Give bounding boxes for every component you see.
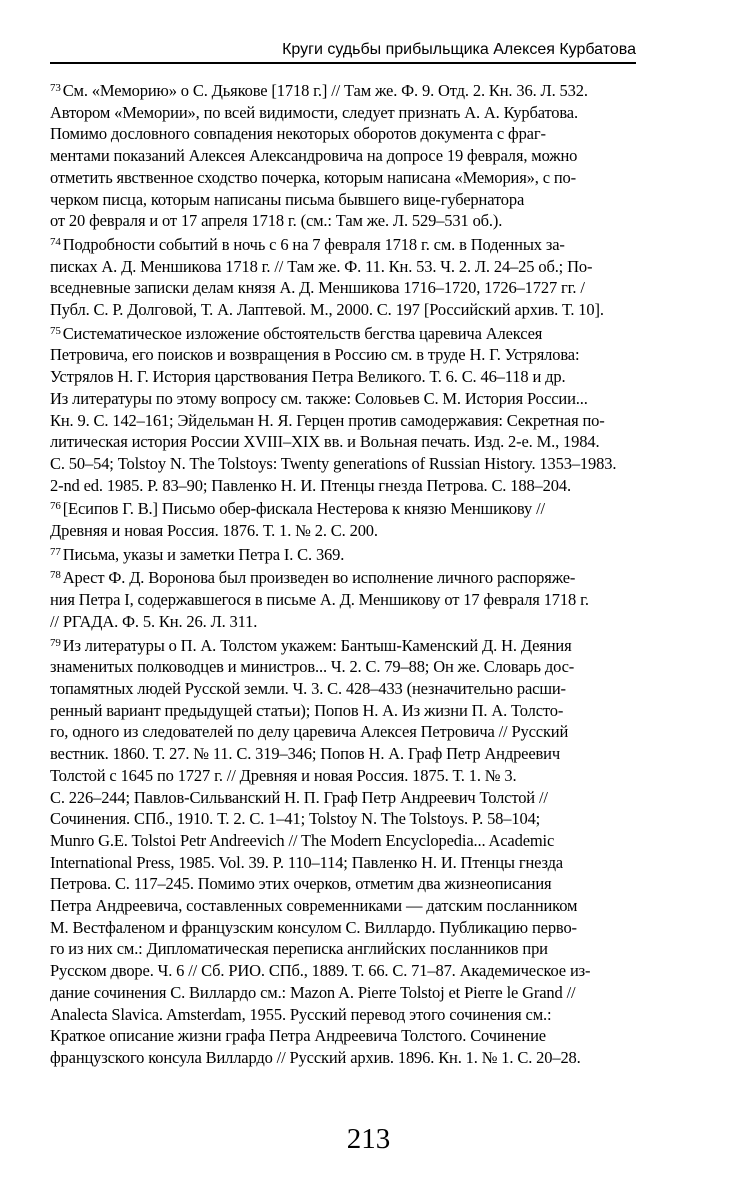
footnote	[50, 496, 690, 541]
footnote-text: Арест Ф. Д. Воронова был произведен во исполнение личного распоряже-	[62, 568, 576, 588]
footnote-text: ментами показаний Алексея Александровича на допросе 19 февраля, можно	[50, 146, 578, 166]
footnote-line	[50, 145, 690, 167]
footnote-line	[50, 475, 690, 497]
footnote-line	[50, 210, 690, 232]
footnote-text: го, одного из следователей по делу царевича Алексея Петровича // Русский	[50, 722, 569, 742]
footnote-text: дание сочинения С. Виллардо см.: Mazon A. Pierre Tolstoj et Pierre le Grand //	[50, 982, 576, 1002]
footnote-line	[50, 830, 690, 852]
footnote-text: Устрялов Н. Г. История царствования Петра Великого. Т. 6. С. 46–118 и др.	[50, 367, 566, 387]
footnote-line	[50, 982, 690, 1004]
footnote-text: отметить явственное сходство почерка, которым написана «Мемория», с по-	[50, 167, 576, 187]
footnote-line	[50, 611, 690, 633]
footnote-text: го из них см.: Дипломатическая переписка английских посланников при	[50, 939, 548, 959]
footnote-line	[50, 189, 690, 211]
footnote	[50, 232, 690, 321]
footnote-line	[50, 917, 690, 939]
footnote-text: Analecta Slavica. Amsterdam, 1955. Русский перевод этого сочинения см.:	[50, 1004, 552, 1024]
footnote-line	[50, 232, 690, 256]
footnote-text: Древняя и новая Россия. 1876. Т. 1. № 2. С. 200.	[50, 521, 378, 541]
footnote	[50, 78, 690, 232]
footnote-text: ния Петра I, содержавшегося в письме А. Д. Меншикову от 17 февраля 1718 г.	[50, 590, 589, 610]
footnote-text: литическая история России XVIII–XIX вв. и Вольная печать. Изд. 2-е. М., 1984.	[50, 432, 600, 452]
footnote-line	[50, 700, 690, 722]
footnote-line	[50, 787, 690, 809]
footnote-number: 73	[50, 82, 61, 94]
footnote-line	[50, 277, 690, 299]
footnote-line	[50, 167, 690, 189]
footnote	[50, 633, 690, 1069]
footnote-number: 78	[50, 569, 61, 582]
footnote-text: Публ. С. Р. Долговой, Т. А. Лаптевой. М., 2000. С. 197 [Российский архив. Т. 10].	[50, 300, 604, 320]
footnote-text: // РГАДА. Ф. 5. Кн. 26. Л. 311.	[50, 611, 258, 631]
footnote-line	[50, 78, 690, 102]
footnote-text: М. Вестфаленом и французским консулом С. Виллардо. Публикацию перво-	[50, 917, 577, 937]
footnote-text: топамятных людей Русской земли. Ч. 3. С. 428–433 (незначительно расши-	[50, 678, 566, 698]
footnote-text: Из литературы о П. А. Толстом укажем: Бантыш-Каменский Д. Н. Деяния	[62, 635, 572, 655]
footnote	[50, 565, 690, 632]
footnote-line	[50, 496, 690, 520]
footnote-text: вседневные записки делам князя А. Д. Меншикова 1716–1720, 1726–1727 гг. /	[50, 278, 585, 298]
footnote-line	[50, 123, 690, 145]
footnote-text: Кн. 9. С. 142–161; Эйдельман Н. Я. Герцен против самодержавия: Секретная по-	[50, 410, 605, 430]
footnote-text: знаменитых полководцев и министров... Ч. 2. С. 79–88; Он же. Словарь дос-	[50, 657, 575, 677]
footnote-text: Краткое описание жизни графа Петра Андреевича Толстого. Сочинение	[50, 1026, 546, 1046]
footnote-number: 77	[50, 545, 61, 558]
footnote-line	[50, 960, 690, 982]
footnote-line	[50, 808, 690, 830]
footnote-number: 75	[50, 324, 61, 337]
footnote-line	[50, 520, 690, 542]
footnote-line	[50, 388, 690, 410]
footnotes-block	[50, 78, 690, 1069]
footnote-line	[50, 453, 690, 475]
footnote-line	[50, 852, 690, 874]
footnote-text: [Есипов Г. В.] Письмо обер-фискала Нестерова к князю Меншикову //	[62, 499, 545, 519]
footnote-text: 2-nd ed. 1985. P. 83–90; Павленко Н. И. Птенцы гнезда Петрова. С. 188–204.	[50, 475, 571, 495]
footnote-line	[50, 873, 690, 895]
footnote-line	[50, 410, 690, 432]
footnote-line	[50, 765, 690, 787]
footnote-line	[50, 1047, 690, 1069]
footnote-text: Петра Андреевича, составленных современниками — датским посланником	[50, 896, 578, 916]
footnote-text: писках А. Д. Меншикова 1718 г. // Там же. Ф. 11. Кн. 53. Ч. 2. Л. 24–25 об.; По-	[50, 256, 593, 276]
footnote-text: Систематическое изложение обстоятельств бегства царевича Алексея	[62, 323, 543, 343]
footnote-text: французского консула Виллардо // Русский архив. 1896. Кн. 1. № 1. С. 20–28.	[50, 1047, 581, 1067]
footnote-line	[50, 344, 690, 366]
footnote-text: черком писца, которым написаны письма бывшего вице-губернатора	[50, 189, 525, 209]
footnote-text: С. 50–54; Tolstoy N. The Tolstoys: Twenty generations of Russian History. 1353–1983.	[50, 453, 617, 473]
footnote-line	[50, 102, 690, 124]
footnote-line	[50, 1004, 690, 1026]
footnote-line	[50, 366, 690, 388]
footnote-text: Munro G.E. Tolstoi Petr Andreevich // The Modern Encyclopedia... Academic	[50, 830, 555, 850]
footnote-text: Сочинения. СПб., 1910. Т. 2. С. 1–41; Tolstoy N. The Tolstoys. P. 58–104;	[50, 809, 541, 829]
footnote-text: ренный вариант предыдущей статьи); Попов Н. А. Из жизни П. А. Толсто-	[50, 700, 564, 720]
footnote-line	[50, 743, 690, 765]
footnote-line	[50, 1025, 690, 1047]
running-header: Круги судьбы прибыльщика Алексея Курбатова	[282, 41, 636, 58]
footnote-line	[50, 633, 690, 657]
footnote-text: Подробности событий в ночь с 6 на 7 февраля 1718 г. см. в Поденных за-	[62, 234, 565, 254]
footnote-text: Помимо дословного совпадения некоторых оборотов документа с фраг-	[50, 124, 546, 144]
footnote-number: 79	[50, 636, 61, 649]
footnote-text: Толстой с 1645 по 1727 г. // Древняя и новая Россия. 1875. Т. 1. № 3.	[50, 765, 517, 785]
footnote-line	[50, 678, 690, 700]
footnote-number: 74	[50, 235, 61, 248]
footnote-text: International Press, 1985. Vol. 39. P. 110–114; Павленко Н. И. Птенцы гнезда	[50, 852, 563, 872]
footnote-line	[50, 895, 690, 917]
footnote-text: Петрова. С. 117–245. Помимо этих очерков, отметим два жизнеописания	[50, 874, 552, 894]
footnote-text: Письма, указы и заметки Петра I. С. 369.	[62, 544, 345, 564]
footnote-text: Русском дворе. Ч. 6 // Сб. РИО. СПб., 1889. Т. 66. С. 71–87. Академическое из-	[50, 961, 591, 981]
footnote-text: Из литературы по этому вопросу см. также: Соловьев С. М. История России...	[50, 388, 588, 408]
footnote-line	[50, 542, 690, 566]
footnote-text: вестник. 1860. Т. 27. № 11. С. 319–346; Попов Н. А. Граф Петр Андреевич	[50, 744, 561, 764]
footnote-line	[50, 431, 690, 453]
footnote-line	[50, 565, 690, 589]
footnote-line	[50, 256, 690, 278]
footnote-text: См. «Меморию» о С. Дьякове [1718 г.] // Там же. Ф. 9. Отд. 2. Кн. 36. Л. 532.	[62, 81, 588, 100]
footnote-line	[50, 721, 690, 743]
footnote-line	[50, 321, 690, 345]
footnote-line	[50, 938, 690, 960]
footnote-text: Петровича, его поисков и возвращения в Россию см. в труде Н. Г. Устрялова:	[50, 345, 580, 365]
page-number: 213	[346, 1123, 391, 1155]
footnote-line	[50, 299, 690, 321]
footnote	[50, 321, 690, 497]
header-rule	[50, 62, 636, 64]
footnote-line	[50, 589, 690, 611]
footnote	[50, 542, 690, 566]
footnote-text: Автором «Мемории», по всей видимости, следует признать А. А. Курбатова.	[50, 102, 578, 122]
footnote-number: 76	[50, 500, 61, 513]
footnote-line	[50, 656, 690, 678]
footnote-text: от 20 февраля и от 17 апреля 1718 г. (см.: Там же. Л. 529–531 об.).	[50, 211, 503, 231]
footnote-text: С. 226–244; Павлов-Сильванский Н. П. Граф Петр Андреевич Толстой //	[50, 787, 548, 807]
